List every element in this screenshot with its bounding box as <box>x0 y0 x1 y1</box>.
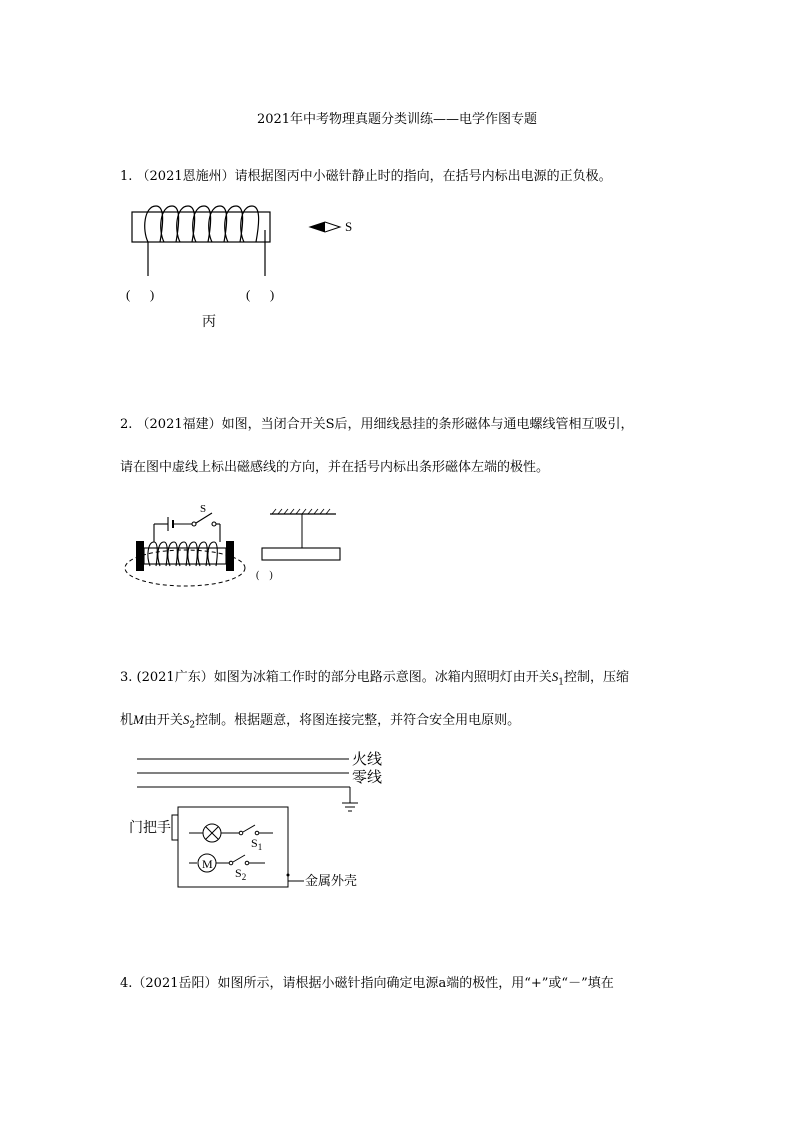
metal-case-label: 金属外壳 <box>305 874 358 889</box>
needle-s-label: S <box>345 219 353 234</box>
neutral-wire-label: 零线 <box>352 768 383 786</box>
question-4-text: 4.（2021岳阳）如图所示，请根据小磁针指向确定电源a端的极性，用“+”或“－”填在 <box>120 976 614 991</box>
question-3-line2: 机M由开关$S_2$控制。根据题意，将图连接完整，并符合安全用电原则。 <box>120 712 521 731</box>
motor-icon: M <box>202 857 213 871</box>
s2-label: $S_2$ <box>235 866 247 882</box>
q2-paren: ( ) <box>256 570 273 581</box>
ground-icon <box>342 787 358 811</box>
lamp-icon <box>203 824 221 842</box>
q2-switch-label: S <box>200 503 207 515</box>
question-2-line2: 请在图中虚线上标出磁感线的方向，并在括号内标出条形磁体左端的极性。 <box>120 460 550 475</box>
door-handle-label: 门把手 <box>129 820 171 836</box>
s1-label: $S_1$ <box>251 836 263 852</box>
magnetic-needle-icon <box>310 222 340 232</box>
question-2-line1: 2. （2021福建）如图，当闭合开关S后，用细线悬挂的条形磁体与通电螺线管相互吸引， <box>120 417 634 432</box>
q1-right-paren: ( ) <box>246 287 275 302</box>
q3-fridge-circuit <box>125 745 405 895</box>
q1-left-paren: ( ) <box>126 287 155 302</box>
q1-caption: 丙 <box>202 314 216 330</box>
question-1-text: 1. （2021恩施州）请根据图丙中小磁针静止时的指向，在括号内标出电源的正负极。 <box>120 169 612 184</box>
q2-circuit-figure <box>120 500 360 600</box>
q1-solenoid-figure <box>120 200 380 340</box>
question-3-line1: 3. (2021广东）如图为冰箱工作时的部分电路示意图。冰箱内照明灯由开关$S_1$控制，压缩 <box>120 669 629 688</box>
live-wire-label: 火线 <box>352 750 383 768</box>
page-title: 2021年中考物理真题分类训练——电学作图专题 <box>256 112 538 127</box>
